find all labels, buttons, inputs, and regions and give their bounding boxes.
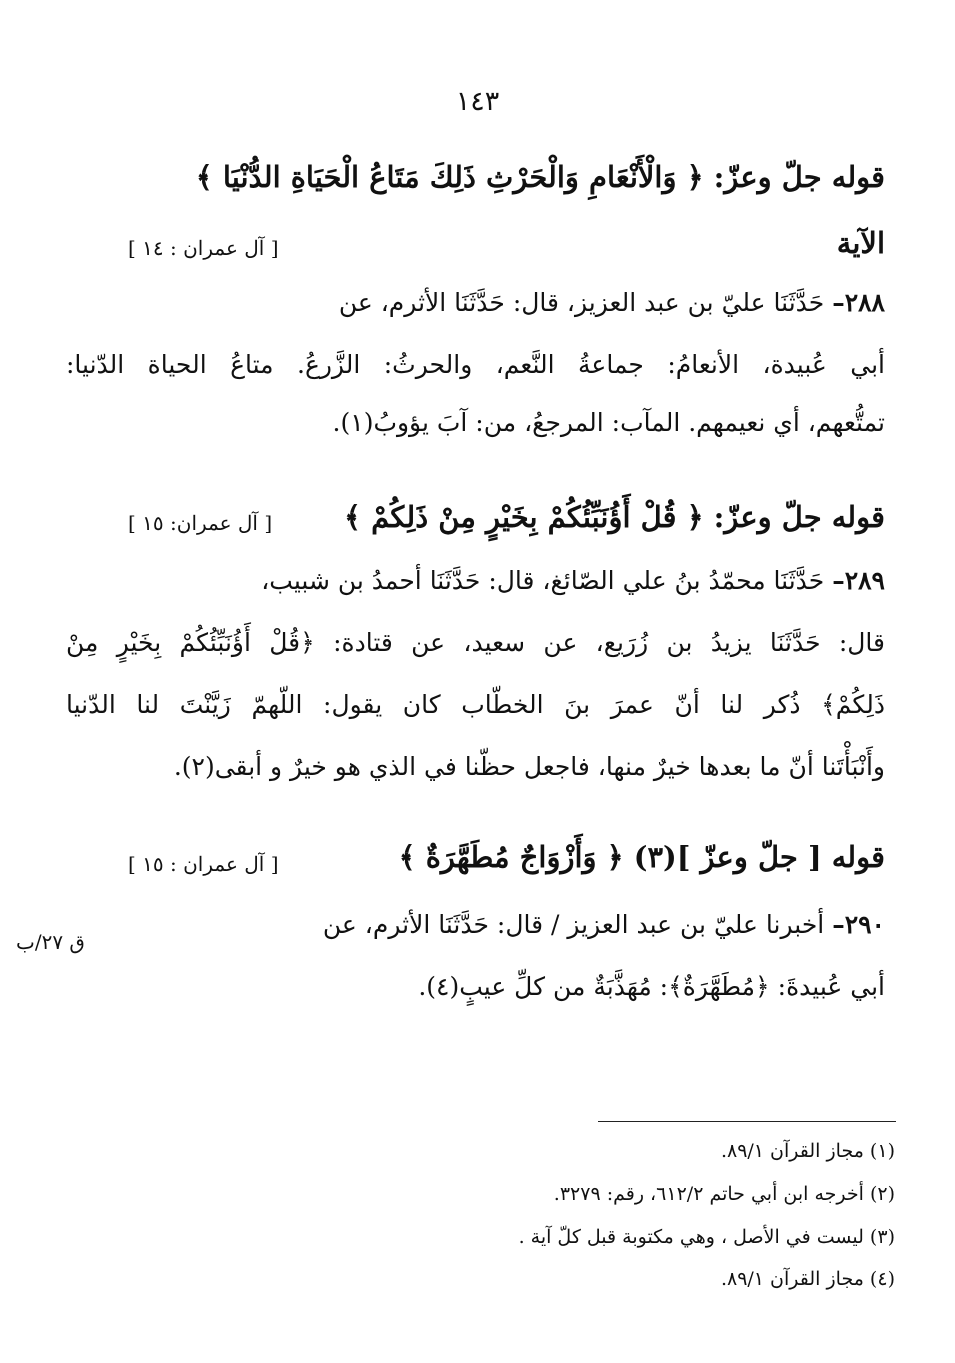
narration-line: وأَنْبَأْتَنا أنّ ما بعدها خيرٌ منها، فاجعل حظّنا في الذي هو خيرٌ و أبقى(٢). bbox=[173, 752, 885, 781]
narration-line: ذَلِكُمْ﴾ ذُكر لنا أنّ عمرَ بنَ الخطّاب كان يقول: اللّهمّ زَيَّنْتَ لنا الدّنيا bbox=[66, 690, 885, 719]
footnote: (٢) أخرجه ابن أبي حاتم ٦١٢/٢، رقم: ٣٢٧٩. bbox=[553, 1183, 895, 1205]
verse-reference: [ آل عمران : ١٤ ] bbox=[128, 236, 279, 260]
narration-first-line bbox=[66, 566, 885, 595]
footnote-divider bbox=[598, 1121, 896, 1122]
narration-first-line bbox=[118, 288, 885, 317]
section-heading: قوله جلّ وعزّ: ﴿ وَالْأَنْعَامِ وَالْحَرْثِ ذَلِكَ مَتَاعُ الْحَيَاةِ الدُّنْيَا ﴾ bbox=[195, 160, 885, 194]
section-heading: قوله [ جلّ وعزّ ](٣) ﴿ وَأَزْوَاجٌ مُطَهَّرَةٌ ﴾ bbox=[398, 840, 885, 874]
narration-text: حَدَّثَنَا عليّ بن عبد العزيز، قال: حَدَّثَنَا الأثرم، عن bbox=[338, 288, 825, 317]
footnote: (٤) مجاز القرآن ٨٩/١. bbox=[720, 1268, 895, 1290]
section-heading: قوله جلّ وعزّ: ﴿ قُلْ أَؤُنَبِّئُكُمْ بِخَيْرٍ مِنْ ذَلِكُمْ ﴾ bbox=[344, 500, 885, 534]
verse-reference: [ آل عمران : ١٥ ] bbox=[128, 852, 279, 876]
footnote: (١) مجاز القرآن ٨٩/١. bbox=[720, 1140, 895, 1162]
narration-line: أبي عُبيدةَ: ﴿مُطَهَّرَةٌ﴾: مُهَذَّبَةٌ من كلِّ عيبٍ(٤). bbox=[418, 972, 885, 1001]
manuscript-folio-note: ق ٢٧/ب bbox=[16, 930, 85, 954]
narration-number: ٢٩٠– bbox=[832, 910, 885, 939]
narration-text: حَدَّثَنَا محمّدُ بنُ علي الصّائغ، قال: حَدَّثَنَا أحمدُ بن شبيب، bbox=[261, 566, 825, 595]
footnote: (٣) ليست في الأصل ، وهي مكتوبة قبل كلّ آية . bbox=[518, 1226, 895, 1248]
narration-number: ٢٨٩– bbox=[832, 566, 885, 595]
narration-line: أبي عُبيدة، الأنعامُ: جماعةُ النَّعم، والحرثُ: الزَّرعُ. متاعُ الحياة الدّنيا: bbox=[66, 350, 885, 379]
narration-first-line bbox=[126, 910, 885, 939]
narration-text: أخبرنا عليّ بن عبد العزيز / قال: حَدَّثَنَا الأثرم، عن bbox=[322, 910, 825, 939]
section-heading-continued: الآية bbox=[836, 226, 885, 260]
narration-line: قال: حَدَّثَنَا يزيدُ بن زُرَيع، عن سعيد، عن قتادة: ﴿قُلْ أَؤُنَبِّئُكُمْ بِخَيْرٍ مِنْ bbox=[66, 628, 885, 657]
narration-line: تمتُّعهم، أي نعيمهم. المآب: المرجعُ، من: آبَ يؤوبُ(١). bbox=[332, 408, 885, 437]
narration-number: ٢٨٨– bbox=[832, 288, 885, 317]
page-number: ١٤٣ bbox=[455, 86, 500, 117]
verse-reference: [ آل عمران: ١٥ ] bbox=[128, 511, 273, 535]
